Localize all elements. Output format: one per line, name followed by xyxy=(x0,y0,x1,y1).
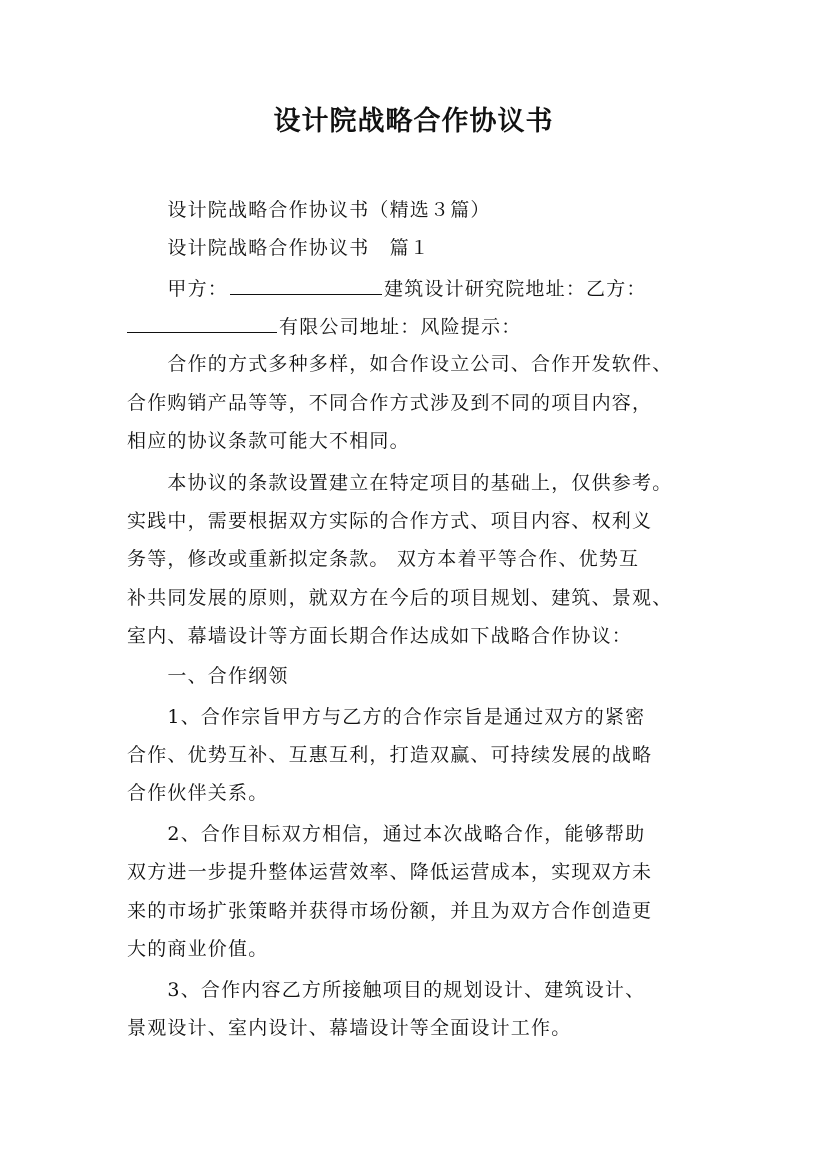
paragraph-line: 大的商业价值。 xyxy=(127,938,269,960)
paragraph-line: 实践中，需要根据双方实际的合作方式、项目内容、权利义 xyxy=(127,510,653,532)
party-b-blank xyxy=(127,314,277,333)
paragraph-line: 相应的协议条款可能大不相同。 xyxy=(127,430,410,452)
paragraph-line: 务等，修改或重新拟定条款。 双方本着平等合作、优势互 xyxy=(127,548,640,570)
party-a-label: 甲方： xyxy=(167,278,229,300)
party-a-blank xyxy=(230,276,382,295)
paragraph-line: 合作的方式多种多样，如合作设立公司、合作开发软件、 xyxy=(127,353,673,375)
section-heading xyxy=(127,234,707,262)
paragraph-line: 来的市场扩张策略并获得市场份额，并且为双方合作创造更 xyxy=(127,900,653,922)
paragraph-line: 合作伙伴关系。 xyxy=(127,782,269,804)
party-b-line xyxy=(127,313,707,341)
paragraph-line: 双方进一步提升整体运营效率、降低运营成本，实现双方未 xyxy=(127,861,653,883)
section-heading-text: 设计院战略合作协议书 篇１ xyxy=(167,237,431,259)
paragraph-line: 合作、优势互补、互惠互利，打造双赢、可持续发展的战略 xyxy=(127,744,653,766)
paragraph-line: 1、合作宗旨甲方与乙方的合作宗旨是通过双方的紧密 xyxy=(127,706,646,728)
party-b-after-blank: 有限公司地址：风险提示： xyxy=(279,316,522,338)
paragraph-line: 2、合作目标双方相信，通过本次战略合作，能够帮助 xyxy=(127,823,646,845)
paragraph-line: 3、合作内容乙方所接触项目的规划设计、建筑设计、 xyxy=(127,979,646,1001)
paragraph-line: 景观设计、室内设计、幕墙设计等全面设计工作。 xyxy=(127,1017,572,1039)
paragraph-line: 一、合作纲领 xyxy=(127,665,289,687)
paragraph-line: 本协议的条款设置建立在特定项目的基础上，仅供参考。 xyxy=(127,472,673,494)
party-a-line xyxy=(127,275,707,303)
paragraph-line: 合作购销产品等等，不同合作方式涉及到不同的项目内容， xyxy=(127,392,653,414)
document-title: 设计院战略合作协议书 xyxy=(273,106,554,137)
document-subtitle xyxy=(127,196,707,224)
subtitle-text: 设计院战略合作协议书（精选３篇） xyxy=(167,199,491,221)
party-a-after-blank: 建筑设计研究院地址：乙方： xyxy=(384,278,647,300)
paragraph-line: 补共同发展的原则，就双方在今后的项目规划、建筑、景观、 xyxy=(127,587,673,609)
paragraph-line: 室内、幕墙设计等方面长期合作达成如下战略合作协议： xyxy=(127,625,633,647)
